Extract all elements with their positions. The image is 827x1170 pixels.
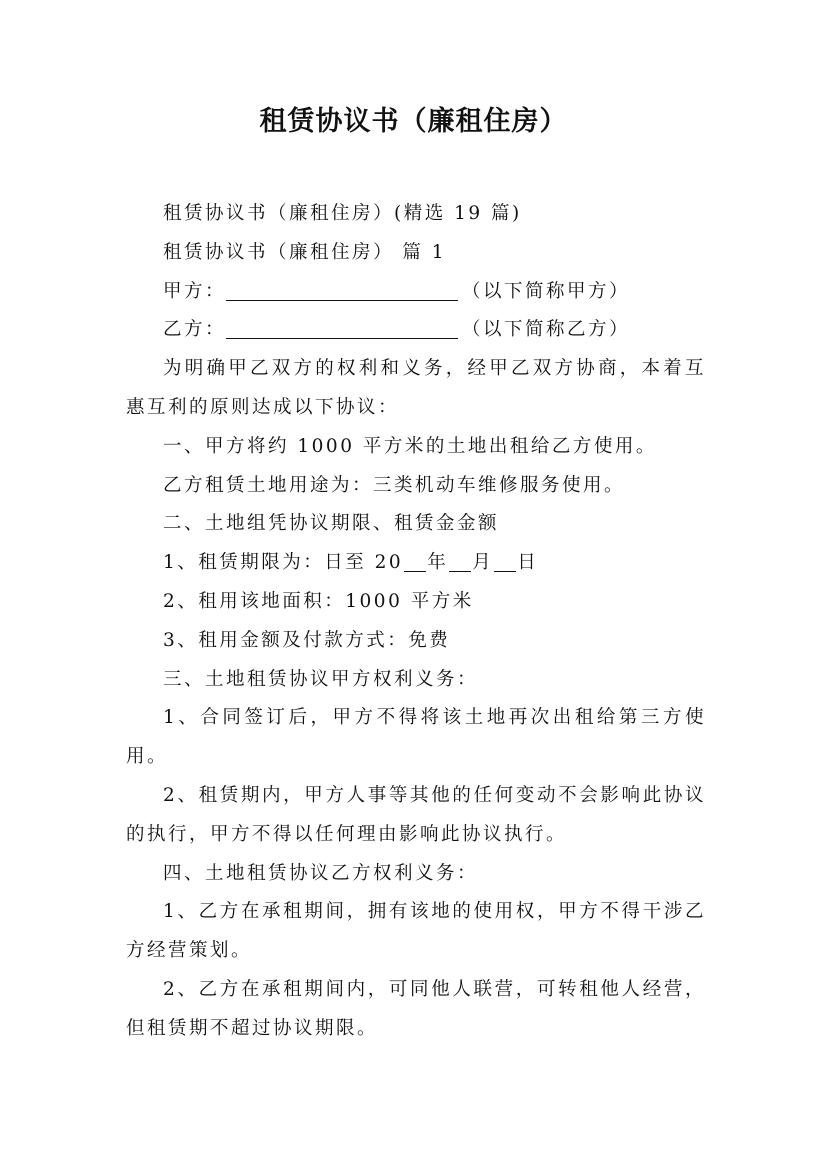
- document-subtitle: 租赁协议书（廉租住房）(精选 19 篇): [163, 203, 522, 224]
- clause-2-3: 3、租用金额及付款方式：免费: [163, 629, 451, 651]
- clause-2-2: 2、租用该地面积：1000 平方米: [163, 590, 474, 612]
- clause-2-1-prefix: 1、租赁期限为：日至 20: [163, 552, 404, 574]
- party-a-line: [126, 273, 706, 312]
- clause-3-2: 2、租赁期内，甲方人事等其他的任何变动不会影响此协议的执行，甲方不得以任何理由影响此协议执行。: [126, 784, 706, 845]
- party-b-line: [126, 311, 706, 350]
- day-blank: [494, 549, 516, 572]
- party-a-suffix: （以下简称甲方）: [462, 280, 631, 302]
- section-heading: 租赁协议书（廉租住房） 篇 1: [163, 241, 447, 263]
- party-b-suffix: （以下简称乙方）: [462, 319, 631, 341]
- intro-paragraph: 为明确甲乙双方的权利和义务，经甲乙双方协商，本着互惠互利的原则达成以下协议：: [126, 358, 706, 418]
- clause-4-2: 2、乙方在承租期间内，可同他人联营，可转租他人经营，但租赁期不超过协议期限。: [126, 978, 706, 1039]
- clause-4-1: 1、乙方在承租期间，拥有该地的使用权，甲方不得干涉乙方经营策划。: [126, 901, 706, 962]
- clause-2-1-day: 日: [517, 552, 539, 574]
- clause-1: 一、甲方将约 1000 平方米的土地出租给乙方使用。: [163, 435, 657, 457]
- document-title: 租赁协议书（廉租住房）: [259, 106, 568, 137]
- clause-4: 四、土地租赁协议乙方权利义务：: [163, 862, 479, 884]
- clause-2-1: [126, 544, 706, 583]
- month-blank: [449, 549, 471, 572]
- clause-2-1-year: 年: [427, 552, 449, 574]
- year-blank: [404, 549, 426, 572]
- party-a-blank: [226, 278, 458, 301]
- clause-1-use: 乙方租赁土地用途为：三类机动车维修服务使用。: [163, 474, 626, 496]
- party-b-label: 乙方：: [163, 319, 227, 341]
- clause-2-1-month: 月: [472, 552, 494, 574]
- clause-3-1: 1、合同签订后，甲方不得将该土地再次出租给第三方使用。: [126, 707, 706, 768]
- clause-2: 二、土地组凭协议期限、租赁金金额: [163, 513, 500, 535]
- clause-3: 三、土地租赁协议甲方权利义务：: [163, 668, 479, 690]
- document-body: [126, 195, 706, 1049]
- party-a-label: 甲方：: [163, 280, 227, 302]
- party-b-blank: [226, 316, 458, 339]
